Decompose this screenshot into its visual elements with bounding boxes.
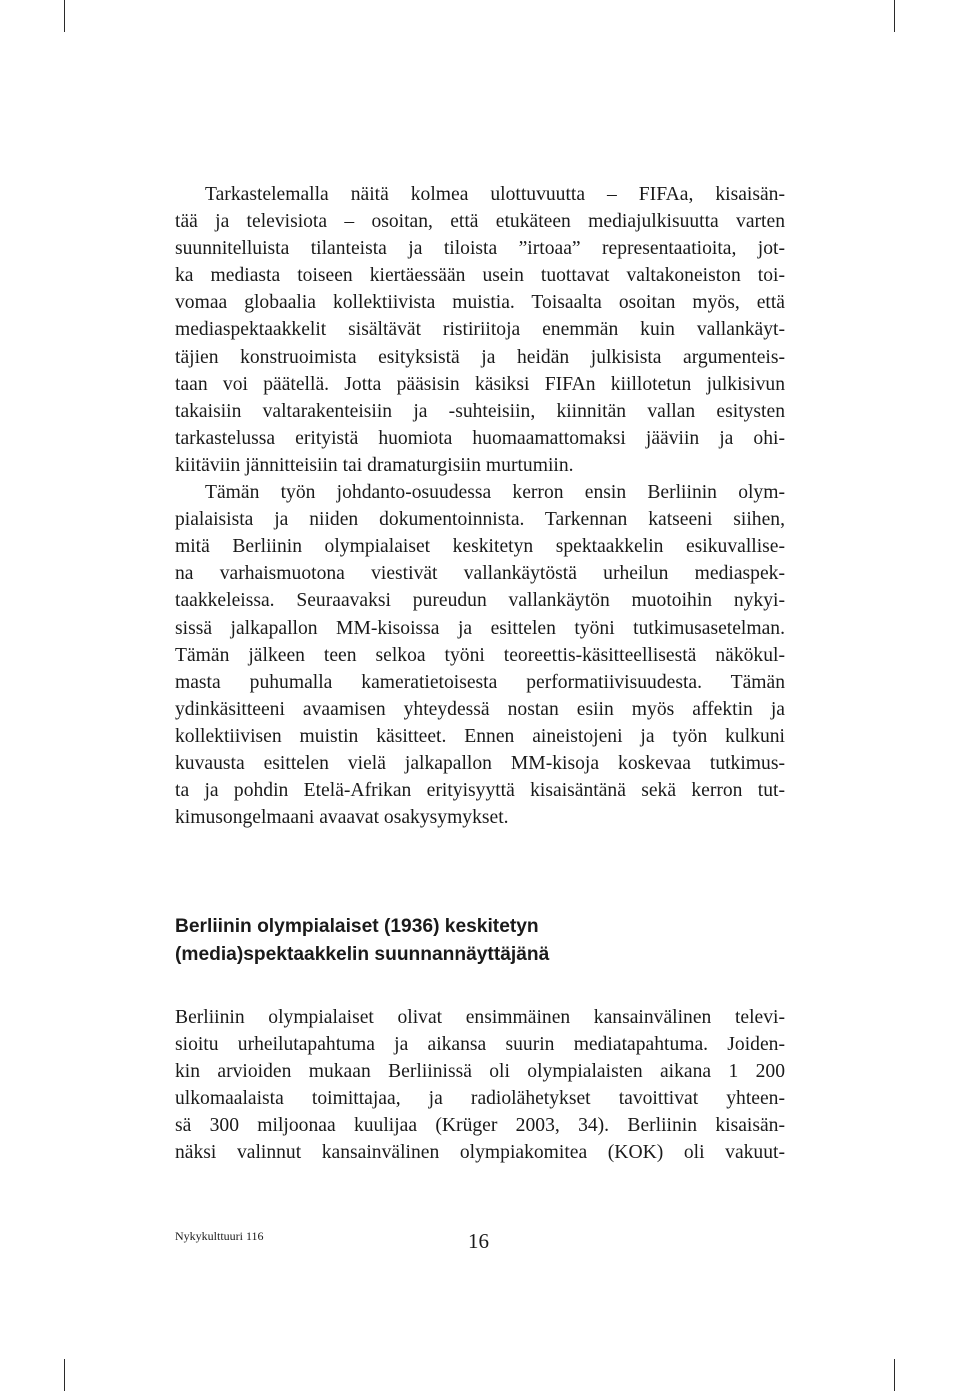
text-line: Tarkastelemalla näitä kolmea ulottuvuutta – FIFAa, kisaisän- [205,184,785,205]
text-line: mediaspektaakkelit sisältävät ristiriitoja enemmän kuin vallankäyt- [175,319,785,341]
crop-mark-bottom-left [64,1359,65,1391]
text-line: pialaisista ja niiden dokumentoinnista. Tarkennan katseeni siihen, [175,509,785,531]
text-line: Tämän jälkeen teen selkoa työni teoreettis-käsitteellisestä näkökul- [175,644,785,666]
heading-line: Berliinin olympialaiset (1936) keskitetyn [175,916,539,937]
text-line: suunnitelluista tilanteista ja tiloista ”irtoaa” representaatioita, jot- [175,238,785,260]
body-paragraph-berlin [175,1004,785,1167]
body-paragraphs-intro [175,181,785,831]
page-number: 16 [468,1229,489,1253]
text-line: kiitäviin jännitteisiin tai dramaturgisiin murtumiin. [175,454,574,476]
text-line: ka mediasta toiseen kiertäessään usein tuottavat valtakoneiston toi- [175,265,785,287]
text-line: mitä Berliinin olympialaiset keskitetyn spektaakkelin esikuvallise- [175,536,785,558]
crop-mark-top-right [894,0,895,32]
text-line: kimusongelmaani avaavat osakysymykset. [175,807,509,829]
text-line: näksi valinnut kansainvälinen olympiakomitea (KOK) oli vakuut- [175,1142,785,1164]
text-line: ulkomaalaista toimittajaa, ja radiolähetykset tavoittivat yhteen- [175,1088,785,1110]
text-line: tarkastelussa erityistä huomiota huomaamattomaksi jääviin ja ohi- [175,427,785,449]
text-line: Berliinin olympialaiset olivat ensimmäinen kansainvälinen televi- [175,1007,785,1028]
text-line: Tämän työn johdanto-osuudessa kerron ensin Berliinin olym- [205,482,785,504]
text-line: taan voi päätellä. Jotta pääsisin käsiksi FIFAn kiillotetun julkisivun [175,373,785,395]
text-line: kuvausta esittelen vielä jalkapallon MM-kisoja koskevaa tutkimus- [175,752,785,774]
crop-mark-top-left [64,0,65,32]
text-line: ydinkäsitteeni avaamisen yhteydessä nostan esiin myös affektin ja [175,698,785,720]
text-line: ta ja pohdin Etelä-Afrikan erityisyyttä kisaisäntänä sekä kerron tut- [175,780,785,802]
text-line: masta puhumalla kameratietoisesta performatiivisuudesta. Tämän [175,671,785,693]
text-line: sioitu urheilutapahtuma ja aikansa suurin mediatapahtuma. Joiden- [175,1034,785,1056]
footer-journal-name: Nykykulttuuri 116 [175,1229,264,1243]
text-line: taakkeleissa. Seuraavaksi pureudun vallankäytön muotoihin nykyi- [175,590,785,612]
text-line: kollektiivisen muistin käsitteet. Ennen aineistojeni ja työn kulkuni [175,725,785,747]
text-line: tää ja televisiota – osoitan, että etukäteen mediajulkisuutta varten [175,211,785,233]
text-line: vomaa globaalia kollektiivista muistia. Toisaalta osoitan myös, että [175,292,785,314]
section-heading [175,913,815,969]
text-line: na varhaismuotona viestivät vallankäytöstä urheilun mediaspek- [175,563,785,585]
text-line: kin arvioiden mukaan Berliinissä oli olympialaisten aikana 1 200 [175,1061,785,1083]
text-line: sissä jalkapallon MM-kisoissa ja esittelen työni tutkimusasetelman. [175,617,785,639]
heading-line: (media)spektaakkelin suunnannäyttäjänä [175,944,550,965]
text-line: takaisiin valtarakenteisiin ja -suhteisiin, kiinnitän vallan esitysten [175,400,785,422]
text-line: täjien konstruoimista esityksistä ja heidän julkisista argumenteis- [175,346,785,368]
crop-mark-bottom-right [894,1359,895,1391]
text-line: sä 300 miljoonaa kuulijaa (Krüger 2003, 34). Berliinin kisaisän- [175,1115,785,1137]
